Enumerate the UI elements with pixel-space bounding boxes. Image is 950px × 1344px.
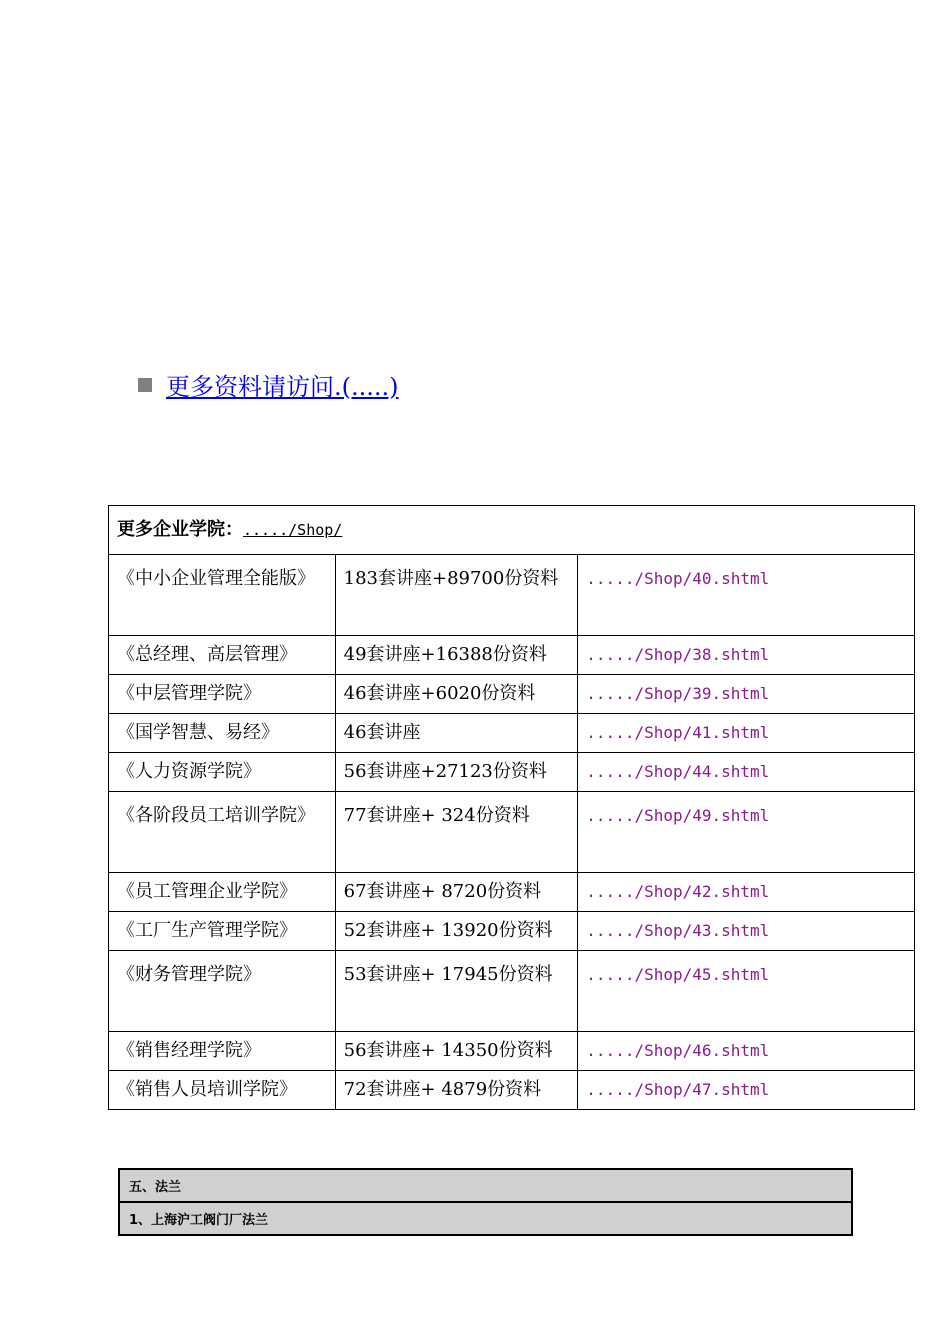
course-content: 52套讲座+ 13920份资料: [335, 912, 578, 951]
course-name: 《销售经理学院》: [109, 1032, 336, 1071]
course-content: 56套讲座+27123份资料: [335, 753, 578, 792]
course-content: 53套讲座+ 17945份资料: [335, 951, 578, 1032]
more-academies-label: 更多企业学院：: [117, 519, 243, 540]
courses-table: [108, 505, 915, 1110]
shop-link[interactable]: ...../Shop/: [243, 521, 343, 539]
table-row: [109, 675, 915, 714]
course-content: 46套讲座+6020份资料: [335, 675, 578, 714]
course-url[interactable]: ...../Shop/44.shtml: [578, 753, 915, 792]
course-url[interactable]: ...../Shop/45.shtml: [578, 951, 915, 1032]
course-name: 《中小企业管理全能版》: [109, 555, 336, 636]
course-url[interactable]: ...../Shop/40.shtml: [578, 555, 915, 636]
course-name: 《工厂生产管理学院》: [109, 912, 336, 951]
table-row: [109, 555, 915, 636]
table-row: [109, 873, 915, 912]
table-row: [109, 951, 915, 1032]
course-name: 《各阶段员工培训学院》: [109, 792, 336, 873]
courses-table-header-row: [109, 506, 915, 555]
flange-item-title: 1、上海沪工阀门厂法兰: [119, 1202, 852, 1235]
flange-section-title: 五、法兰: [119, 1169, 852, 1202]
course-url[interactable]: ...../Shop/46.shtml: [578, 1032, 915, 1071]
course-content: 72套讲座+ 4879份资料: [335, 1071, 578, 1110]
course-content: 56套讲座+ 14350份资料: [335, 1032, 578, 1071]
course-name: 《员工管理企业学院》: [109, 873, 336, 912]
course-url[interactable]: ...../Shop/47.shtml: [578, 1071, 915, 1110]
table-row: [109, 912, 915, 951]
course-url[interactable]: ...../Shop/49.shtml: [578, 792, 915, 873]
table-row: [109, 636, 915, 675]
courses-table-header-cell: [109, 506, 915, 555]
table-row: [109, 1071, 915, 1110]
course-name: 《财务管理学院》: [109, 951, 336, 1032]
course-content: 77套讲座+ 324份资料: [335, 792, 578, 873]
table-row: [119, 1169, 852, 1202]
table-row: [119, 1202, 852, 1235]
table-row: [109, 1032, 915, 1071]
table-row: [109, 792, 915, 873]
more-resources-row: [138, 366, 399, 402]
course-name: 《总经理、高层管理》: [109, 636, 336, 675]
course-url[interactable]: ...../Shop/41.shtml: [578, 714, 915, 753]
course-content: 49套讲座+16388份资料: [335, 636, 578, 675]
square-bullet-icon: [138, 378, 152, 392]
course-content: 46套讲座: [335, 714, 578, 753]
course-url[interactable]: ...../Shop/38.shtml: [578, 636, 915, 675]
course-name: 《人力资源学院》: [109, 753, 336, 792]
table-row: [109, 753, 915, 792]
course-url[interactable]: ...../Shop/43.shtml: [578, 912, 915, 951]
flange-table: [118, 1168, 853, 1236]
course-name: 《中层管理学院》: [109, 675, 336, 714]
more-resources-link[interactable]: 更多资料请访问.(.....): [166, 372, 399, 401]
course-url[interactable]: ...../Shop/42.shtml: [578, 873, 915, 912]
course-name: 《销售人员培训学院》: [109, 1071, 336, 1110]
course-url[interactable]: ...../Shop/39.shtml: [578, 675, 915, 714]
course-content: 67套讲座+ 8720份资料: [335, 873, 578, 912]
course-name: 《国学智慧、易经》: [109, 714, 336, 753]
course-content: 183套讲座+89700份资料: [335, 555, 578, 636]
table-row: [109, 714, 915, 753]
